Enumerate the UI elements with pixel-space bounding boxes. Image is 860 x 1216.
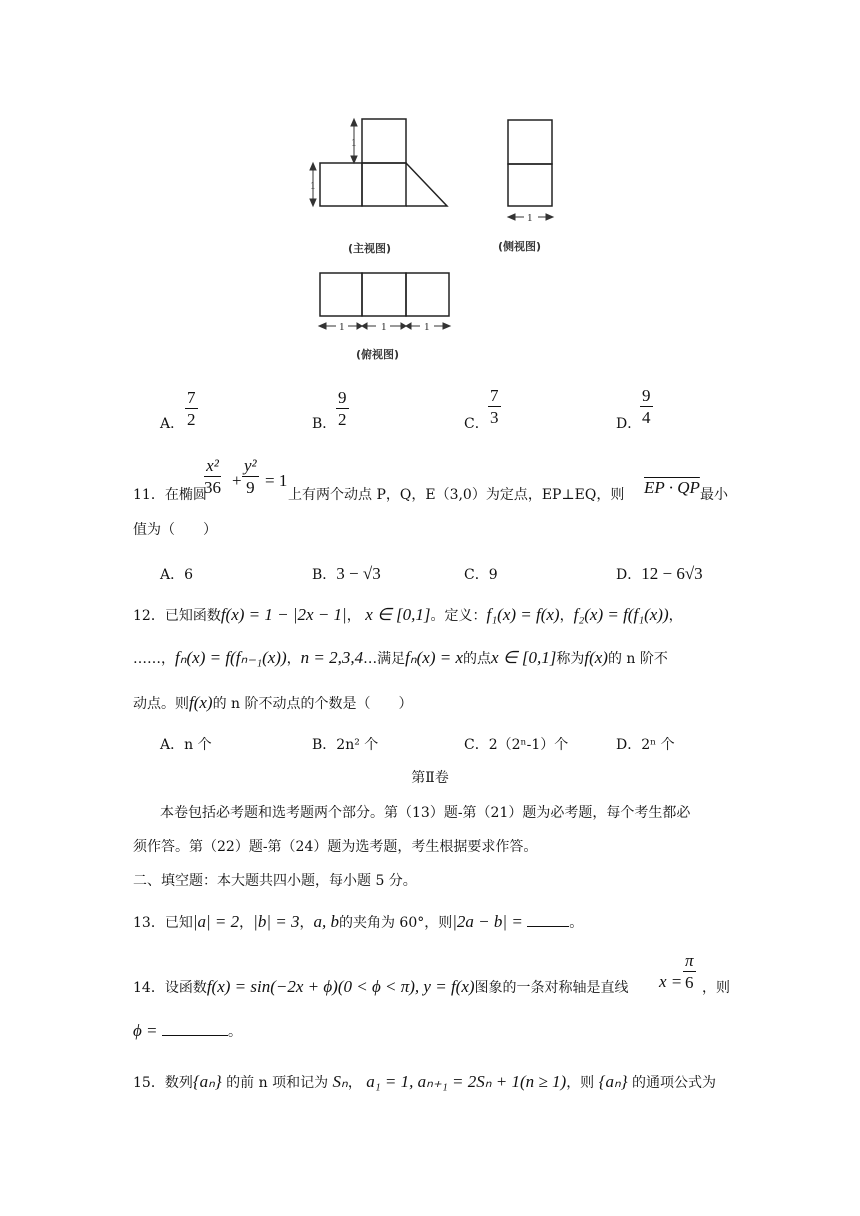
top-dim-3: 1 bbox=[424, 321, 430, 333]
side-view bbox=[508, 120, 552, 206]
q13-answer-blank[interactable] bbox=[527, 926, 569, 927]
q11-ellipse-x-term: $\frac{\text{x²}}{36}$ bbox=[204, 456, 221, 497]
front-dim-lower: 1 bbox=[310, 180, 316, 192]
part-two-intro-line1: 本卷包括必考题和选考题两个部分。第（13）题-第（21）题为必考题，每个考生都必 bbox=[160, 805, 691, 821]
q12-option-a: A．n 个 bbox=[160, 737, 212, 753]
top-view-label: (俯视图) bbox=[356, 348, 400, 361]
q12-line2: ……，fₙ(x) = f(fₙ₋₁(x))，n = 2,3,4…满足fₙ(x) = x的点x ∈ [0,1]称为f(x)的 n 阶不 bbox=[133, 648, 668, 667]
q11-option-c: C．9 bbox=[464, 567, 498, 583]
q10-option-d-letter: D． bbox=[616, 416, 642, 432]
fill-in-section-heading: 二、填空题：本大题共四小题，每小题 5 分。 bbox=[133, 873, 417, 889]
q11-option-d: D．12 − 6√3 bbox=[616, 564, 703, 583]
q14-line2: ϕ = 。 bbox=[133, 1021, 242, 1040]
q11-option-b: B．3 − √3 bbox=[312, 564, 381, 583]
part-two-intro-line2: 须作答。第（22）题-第（24）题为选考题，考生根据要求作答。 bbox=[133, 839, 538, 855]
side-dim: 1 bbox=[527, 212, 533, 224]
q11-line2: 值为（ ） bbox=[133, 522, 217, 538]
q14-answer-blank[interactable] bbox=[162, 1035, 228, 1036]
q10-option-b-letter: B． bbox=[312, 416, 337, 432]
top-view bbox=[320, 273, 449, 316]
q11-ellipse-y-term: $\frac{\text{y²}}{9}$ bbox=[244, 456, 257, 497]
three-view-figure bbox=[0, 0, 860, 380]
q14-then: ，则 bbox=[702, 980, 730, 996]
side-view-label: (侧视图) bbox=[498, 240, 542, 253]
q12-option-d: D．2ⁿ 个 bbox=[616, 737, 675, 753]
part-two-title: 第Ⅱ卷 bbox=[411, 770, 449, 786]
q12-option-b: B．2n² 个 bbox=[312, 737, 379, 753]
q11-text-end: 最小 bbox=[700, 487, 728, 503]
q12-option-c: C．2（2ⁿ-1）个 bbox=[464, 737, 569, 753]
q10-option-b-fraction: $\frac{9}{2}$ bbox=[338, 388, 347, 429]
q10-option-c-letter: C． bbox=[464, 416, 489, 432]
top-dim-1: 1 bbox=[339, 321, 345, 333]
q11-plus: + bbox=[232, 471, 242, 490]
q14-x-equals: x = bbox=[659, 972, 683, 991]
q10-option-d-fraction: $\frac{9}{4}$ bbox=[642, 386, 651, 427]
front-view bbox=[320, 119, 447, 206]
q12-line1: 12．已知函数f(x) = 1 − |2x − 1|， x ∈ [0,1]。定义：f₁(x) = f(x)，f₂(x) = f(f₁(x))， bbox=[133, 605, 683, 624]
q10-option-c-fraction: $\frac{7}{3}$ bbox=[490, 386, 499, 427]
q10-option-a-fraction: $\frac{7}{2}$ bbox=[187, 388, 196, 429]
front-dim-upper: 1 bbox=[351, 137, 357, 149]
q11-vector-expression: EP · QP bbox=[644, 478, 700, 497]
question-15: 15．数列{aₙ} 的前 n 项和记为 Sₙ， a₁ = 1, aₙ₊₁ = 2Sₙ + 1(n ≥ 1)，则 {aₙ} 的通项公式为 bbox=[133, 1072, 716, 1091]
q14-pi-over-6: $\frac{\pi}{6}$ bbox=[685, 951, 694, 992]
top-dim-2: 1 bbox=[381, 321, 387, 333]
q11-text-mid: 上有两个动点 P，Q，E（3,0）为定点，EP⊥EQ，则 bbox=[288, 487, 625, 503]
front-view-label: (主视图) bbox=[348, 242, 392, 255]
question-13: 13．已知|a| = 2，|b| = 3，a, b的夹角为 60°，则|2a − b| = 。 bbox=[133, 912, 584, 931]
q14-line1: 14．设函数f(x) = sin(−2x + ϕ)(0 < ϕ < π), y = f(x)图象的一条对称轴是直线 bbox=[133, 977, 629, 996]
q10-option-a-letter: A． bbox=[160, 416, 185, 432]
q11-equals-one: = 1 bbox=[265, 471, 288, 490]
q12-line3: 动点。则f(x)的 n 阶不动点的个数是（ ） bbox=[133, 693, 413, 712]
q11-option-a: A．6 bbox=[160, 567, 194, 583]
q11-prefix: 11．在椭圆 bbox=[133, 487, 207, 503]
